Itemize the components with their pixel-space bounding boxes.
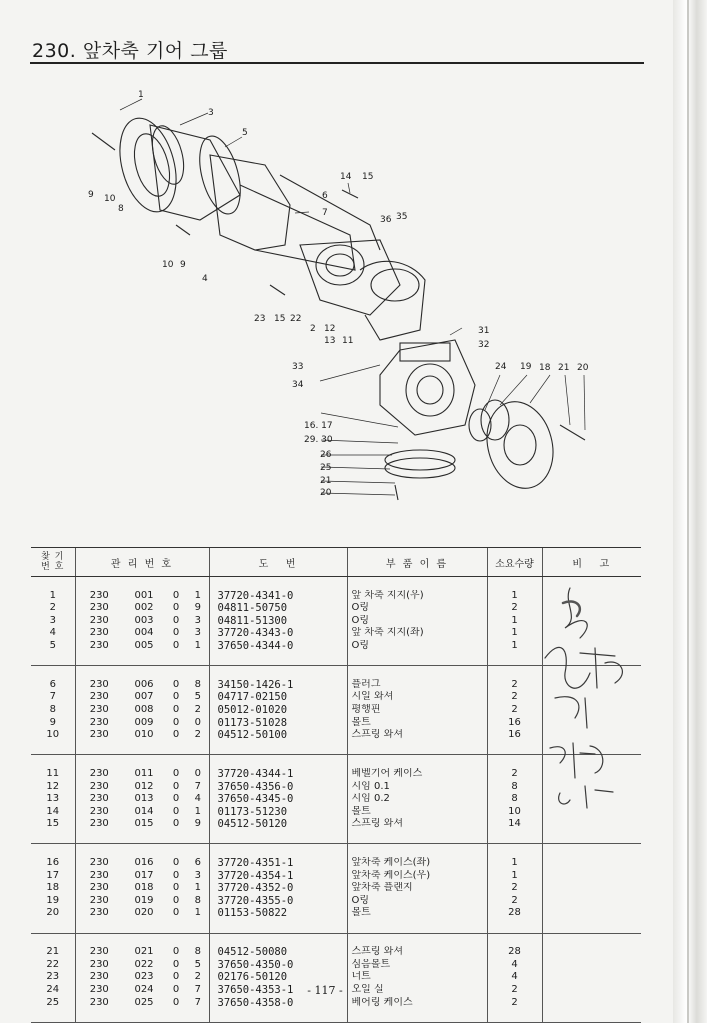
mgmt-group-cell: 230: [75, 818, 123, 831]
mgmt-check-cell: 2: [194, 729, 201, 741]
mgmt-rev-cell: 0: [172, 614, 180, 626]
mgmt-group-cell: 230: [75, 997, 123, 1010]
part-name-cell: 시임 0.1: [347, 781, 487, 794]
title-underline: [30, 62, 644, 64]
page-edge-shadow: [673, 0, 707, 1023]
callout-label: 19: [520, 362, 532, 372]
part-name-cell: 시임 0.2: [347, 793, 487, 806]
callout-label: 7: [322, 208, 328, 218]
callout-label: 21: [320, 476, 332, 486]
quantity-cell: 10: [487, 806, 542, 819]
remarks-cell: [542, 959, 641, 972]
mgmt-check-cell: 3: [194, 869, 201, 881]
callout-label: 6: [322, 191, 328, 201]
mgmt-group-cell: 230: [75, 806, 123, 819]
mgmt-seq-cell: 006: [134, 678, 154, 690]
header-part-name: 부 품 이 름: [347, 548, 487, 577]
mgmt-group-cell: 230: [75, 959, 123, 972]
callout-label: 9: [88, 190, 94, 200]
mgmt-seq-cell: 013: [134, 793, 154, 805]
mgmt-seq-cell: 017: [134, 869, 154, 881]
part-bevel-gear-case: [300, 240, 400, 315]
find-no-cell: 16: [46, 857, 60, 869]
callout-label: 10: [104, 194, 116, 204]
mgmt-check-cell: 0: [194, 716, 201, 728]
mgmt-check-cell: 7: [194, 996, 201, 1008]
drawing-no-cell: 04512-50120: [209, 818, 347, 831]
mgmt-rev-cell: 0: [172, 958, 180, 970]
remarks-cell: [542, 818, 641, 831]
mgmt-rev-cell: 0: [172, 691, 180, 703]
header-management-no: 관 리 번 호: [75, 548, 209, 577]
mgmt-seq-cell: 018: [134, 882, 154, 894]
callout-label: 23: [254, 314, 266, 324]
mgmt-rev-cell: 0: [172, 971, 180, 983]
mgmt-check-cell: 8: [194, 946, 201, 958]
drawing-no-cell: 37720-4351-1: [209, 857, 347, 870]
mgmt-check-cell: 6: [194, 857, 201, 869]
mgmt-group-cell: 230: [75, 615, 123, 628]
exploded-parts-diagram: [80, 85, 620, 515]
quantity-cell: 14: [487, 818, 542, 831]
group-divider: [31, 920, 641, 933]
part-name-cell: 플러그: [347, 679, 487, 692]
part-name-cell: 베어링 케이스: [347, 997, 487, 1010]
quantity-cell: 1: [487, 590, 542, 603]
part-oil-seal: [469, 409, 491, 441]
part-name-cell: O링: [347, 640, 487, 653]
quantity-cell: 28: [487, 946, 542, 959]
mgmt-check-cell: 5: [194, 691, 201, 703]
table-row: [31, 946, 641, 959]
part-name-cell: O링: [347, 895, 487, 908]
part-name-cell: 스프링 와셔: [347, 818, 487, 831]
mgmt-rev-cell: 0: [172, 729, 180, 741]
part-name-cell: 스프링 와셔: [347, 729, 487, 742]
part-name-cell: 앞차축 플랜지: [347, 882, 487, 895]
mgmt-seq-cell: 012: [134, 780, 154, 792]
find-no-cell: 18: [46, 882, 60, 894]
callout-label: 18: [539, 363, 551, 373]
quantity-cell: 4: [487, 971, 542, 984]
callout-label: 15: [362, 172, 374, 182]
part-name-cell: 베벨기어 케이스: [347, 768, 487, 781]
quantity-cell: 2: [487, 768, 542, 781]
table-header-row: [31, 548, 641, 577]
part-name-cell: 볼트: [347, 806, 487, 819]
find-no-cell: 20: [46, 907, 60, 919]
quantity-cell: 16: [487, 729, 542, 742]
callout-label: 21: [558, 363, 570, 373]
part-axle-support-flange: [110, 112, 185, 218]
drawing-no-cell: 04512-50080: [209, 946, 347, 959]
part-name-cell: 앞차축 케이스(좌): [347, 857, 487, 870]
drawing-no-cell: 37650-4345-0: [209, 793, 347, 806]
mgmt-check-cell: 0: [194, 767, 201, 779]
part-name-cell: 스프링 와셔: [347, 946, 487, 959]
mgmt-check-cell: 8: [194, 894, 201, 906]
find-no-cell: 7: [49, 691, 56, 703]
drawing-no-cell: 05012-01020: [209, 704, 347, 717]
mgmt-rev-cell: 0: [172, 894, 180, 906]
drawing-no-cell: 37650-4344-0: [209, 640, 347, 653]
mgmt-seq-cell: 022: [134, 958, 154, 970]
part-name-cell: 오일 실: [347, 984, 487, 997]
mgmt-seq-cell: 007: [134, 691, 154, 703]
table-row: [31, 997, 641, 1010]
drawing-no-cell: 37650-4350-0: [209, 959, 347, 972]
quantity-cell: 2: [487, 704, 542, 717]
table-row: [31, 882, 641, 895]
mgmt-rev-cell: 0: [172, 793, 180, 805]
header-find-no: 찾 기 번 호: [31, 548, 75, 577]
mgmt-rev-cell: 0: [172, 882, 180, 894]
drawing-no-cell: 04717-02150: [209, 691, 347, 704]
find-no-cell: 12: [46, 780, 60, 792]
mgmt-group-cell: 230: [75, 717, 123, 730]
mgmt-rev-cell: 0: [172, 869, 180, 881]
mgmt-rev-cell: 0: [172, 703, 180, 715]
group-spacer: [31, 844, 641, 857]
mgmt-seq-cell: 010: [134, 729, 154, 741]
part-bearing-case: [478, 394, 563, 496]
callout-label: 31: [478, 326, 490, 336]
quantity-cell: 2: [487, 602, 542, 615]
mgmt-rev-cell: 0: [172, 627, 180, 639]
table-row: [31, 818, 641, 831]
find-no-cell: 3: [49, 614, 56, 626]
quantity-cell: 1: [487, 870, 542, 883]
drawing-no-cell: 37720-4355-0: [209, 895, 347, 908]
group-divider: [31, 831, 641, 844]
mgmt-check-cell: 3: [194, 614, 201, 626]
mgmt-rev-cell: 0: [172, 716, 180, 728]
table-row: [31, 857, 641, 870]
find-no-cell: 14: [46, 805, 60, 817]
find-no-cell: 15: [46, 818, 60, 830]
part-name-cell: 앞 차축 지지(좌): [347, 627, 487, 640]
mgmt-check-cell: 1: [194, 639, 201, 651]
quantity-cell: 1: [487, 857, 542, 870]
handwritten-note-text: 기어 / 그룹: [605, 816, 610, 817]
find-no-cell: 17: [46, 869, 60, 881]
mgmt-check-cell: 2: [194, 703, 201, 715]
mgmt-group-cell: 230: [75, 627, 123, 640]
mgmt-check-cell: 1: [194, 805, 201, 817]
mgmt-seq-cell: 011: [134, 767, 154, 779]
quantity-cell: 1: [487, 627, 542, 640]
mgmt-check-cell: 1: [194, 589, 201, 601]
quantity-cell: 2: [487, 679, 542, 692]
mgmt-check-cell: 5: [194, 958, 201, 970]
callout-label: 32: [478, 340, 490, 350]
table-row: [31, 870, 641, 883]
quantity-cell: 1: [487, 615, 542, 628]
callout-label: 3: [208, 108, 214, 118]
mgmt-group-cell: 230: [75, 679, 123, 692]
quantity-cell: 2: [487, 997, 542, 1010]
drawing-no-cell: 01173-51230: [209, 806, 347, 819]
callout-label: 24: [495, 362, 507, 372]
find-no-cell: 25: [46, 996, 60, 1008]
mgmt-group-cell: 230: [75, 691, 123, 704]
header-drawing-no: 도 번: [209, 548, 347, 577]
mgmt-rev-cell: 0: [172, 857, 180, 869]
mgmt-check-cell: 9: [194, 602, 201, 614]
mgmt-group-cell: 230: [75, 857, 123, 870]
mgmt-check-cell: 8: [194, 678, 201, 690]
callout-label: 4: [202, 274, 208, 284]
part-axle-case: [380, 340, 475, 435]
mgmt-seq-cell: 024: [134, 984, 154, 995]
mgmt-rev-cell: 0: [172, 996, 180, 1008]
find-no-cell: 19: [46, 894, 60, 906]
drawing-no-cell: 37650-4353-1: [209, 984, 347, 997]
mgmt-seq-cell: 001: [134, 589, 154, 601]
find-no-cell: 5: [49, 639, 56, 651]
callout-label: 8: [118, 204, 124, 214]
drawing-no-cell: 37720-4341-0: [209, 590, 347, 603]
group-spacer: [31, 933, 641, 946]
callout-label: 5: [242, 128, 248, 138]
drawing-no-cell: 37720-4354-1: [209, 870, 347, 883]
mgmt-seq-cell: 009: [134, 716, 154, 728]
quantity-cell: 2: [487, 882, 542, 895]
handwritten-annotation: [535, 578, 645, 818]
remarks-cell: [542, 997, 641, 1010]
drawing-no-cell: 37650-4356-0: [209, 781, 347, 794]
mgmt-group-cell: 230: [75, 729, 123, 742]
table-row: [31, 907, 641, 920]
mgmt-seq-cell: 023: [134, 971, 154, 983]
quantity-cell: 8: [487, 781, 542, 794]
drawing-no-cell: 37720-4352-0: [209, 882, 347, 895]
part-name-cell: 심음볼트: [347, 959, 487, 972]
part-name-cell: O링: [347, 615, 487, 628]
find-no-cell: 9: [49, 716, 56, 728]
find-no-cell: 2: [49, 602, 56, 614]
quantity-cell: 2: [487, 895, 542, 908]
callout-label: 12: [324, 324, 336, 334]
quantity-cell: 28: [487, 907, 542, 920]
mgmt-group-cell: 230: [75, 946, 123, 959]
mgmt-seq-cell: 003: [134, 614, 154, 626]
callout-label: 13: [324, 336, 336, 346]
mgmt-rev-cell: 0: [172, 780, 180, 792]
mgmt-seq-cell: 005: [134, 639, 154, 651]
find-no-cell: 10: [46, 729, 60, 741]
remarks-cell: [542, 946, 641, 959]
callout-label: 25: [320, 463, 332, 473]
mgmt-check-cell: 1: [194, 907, 201, 919]
mgmt-seq-cell: 002: [134, 602, 154, 614]
mgmt-check-cell: 3: [194, 627, 201, 639]
table-row: [31, 971, 641, 984]
table-row: [31, 895, 641, 908]
mgmt-rev-cell: 0: [172, 818, 180, 830]
mgmt-group-cell: 230: [75, 781, 123, 794]
mgmt-group-cell: 230: [75, 768, 123, 781]
find-no-cell: 6: [49, 678, 56, 690]
callout-label: 36: [380, 215, 392, 225]
drawing-no-cell: 37650-4358-0: [209, 997, 347, 1010]
find-no-cell: 23: [46, 971, 60, 983]
part-name-cell: 너트: [347, 971, 487, 984]
mgmt-rev-cell: 0: [172, 639, 180, 651]
drawing-no-cell: 04811-51300: [209, 615, 347, 628]
header-quantity: 소요수량: [487, 548, 542, 577]
mgmt-rev-cell: 0: [172, 678, 180, 690]
callout-label: 33: [292, 362, 304, 372]
quantity-cell: 16: [487, 717, 542, 730]
callout-label: 10: [162, 260, 174, 270]
find-no-cell: 21: [46, 946, 60, 958]
mgmt-group-cell: 230: [75, 793, 123, 806]
mgmt-seq-cell: 020: [134, 907, 154, 919]
part-name-cell: 볼트: [347, 907, 487, 920]
remarks-cell: [542, 907, 641, 920]
mgmt-rev-cell: 0: [172, 589, 180, 601]
callout-label: 14: [340, 172, 352, 182]
part-name-cell: 볼트: [347, 717, 487, 730]
mgmt-check-cell: 9: [194, 818, 201, 830]
part-name-cell: 시일 와셔: [347, 691, 487, 704]
mgmt-seq-cell: 008: [134, 703, 154, 715]
callout-label: 29. 30: [304, 435, 333, 445]
mgmt-rev-cell: 0: [172, 767, 180, 779]
find-no-cell: 24: [46, 984, 60, 995]
callout-label: 34: [292, 380, 304, 390]
remarks-cell: [542, 857, 641, 870]
mgmt-group-cell: 230: [75, 870, 123, 883]
part-name-cell: 앞 차축 지지(우): [347, 590, 487, 603]
mgmt-check-cell: 7: [194, 984, 201, 995]
callout-label: 11: [342, 336, 354, 346]
part-name-cell: O링: [347, 602, 487, 615]
page-edge-line: [687, 0, 689, 1023]
mgmt-seq-cell: 019: [134, 894, 154, 906]
callout-label: 15: [274, 314, 286, 324]
callout-label: 9: [180, 260, 186, 270]
callout-label: 35: [396, 212, 408, 222]
mgmt-group-cell: 230: [75, 704, 123, 717]
drawing-no-cell: 34150-1426-1: [209, 679, 347, 692]
page-number: - 117 -: [307, 984, 343, 997]
mgmt-check-cell: 2: [194, 971, 201, 983]
mgmt-group-cell: 230: [75, 895, 123, 908]
quantity-cell: 2: [487, 691, 542, 704]
find-no-cell: 1: [49, 589, 56, 601]
mgmt-group-cell: 230: [75, 984, 123, 997]
part-name-cell: 앞차축 케이스(우): [347, 870, 487, 883]
drawing-no-cell: 04512-50100: [209, 729, 347, 742]
remarks-cell: [542, 870, 641, 883]
mgmt-seq-cell: 004: [134, 627, 154, 639]
callout-label: 1: [138, 90, 144, 100]
mgmt-rev-cell: 0: [172, 946, 180, 958]
callout-label: 26: [320, 450, 332, 460]
page-title: 230. 앞차축 기어 그룹: [32, 40, 228, 62]
mgmt-rev-cell: 0: [172, 805, 180, 817]
mgmt-seq-cell: 025: [134, 996, 154, 1008]
remarks-cell: [542, 882, 641, 895]
mgmt-group-cell: 230: [75, 971, 123, 984]
drawing-no-cell: 01173-51028: [209, 717, 347, 730]
part-flange-26: [385, 450, 455, 470]
drawing-no-cell: 04811-50750: [209, 602, 347, 615]
mgmt-seq-cell: 021: [134, 946, 154, 958]
mgmt-seq-cell: 016: [134, 857, 154, 869]
mgmt-seq-cell: 014: [134, 805, 154, 817]
find-no-cell: 22: [46, 958, 60, 970]
callout-label: 20: [577, 363, 589, 373]
mgmt-group-cell: 230: [75, 882, 123, 895]
callout-label: 22: [290, 314, 302, 324]
mgmt-seq-cell: 015: [134, 818, 154, 830]
quantity-cell: 4: [487, 959, 542, 972]
drawing-no-cell: 01153-50822: [209, 907, 347, 920]
mgmt-rev-cell: 0: [172, 984, 180, 995]
header-remarks: 비 고: [542, 548, 641, 577]
drawing-no-cell: 37720-4344-1: [209, 768, 347, 781]
mgmt-rev-cell: 0: [172, 907, 180, 919]
callout-label: 20: [320, 488, 332, 498]
remarks-cell: [542, 971, 641, 984]
find-no-cell: 13: [46, 793, 60, 805]
mgmt-group-cell: 230: [75, 602, 123, 615]
group-divider: [31, 1009, 641, 1022]
find-no-cell: 4: [49, 627, 56, 639]
part-name-cell: 평행핀: [347, 704, 487, 717]
callout-label: 16. 17: [304, 421, 333, 431]
find-no-cell: 11: [46, 767, 60, 779]
mgmt-check-cell: 7: [194, 780, 201, 792]
part-o-ring-19: [481, 400, 509, 440]
mgmt-group-cell: 230: [75, 590, 123, 603]
callout-label: 2: [310, 324, 316, 334]
mgmt-check-cell: 4: [194, 793, 201, 805]
mgmt-rev-cell: 0: [172, 602, 180, 614]
mgmt-group-cell: 230: [75, 640, 123, 653]
part-o-ring-5: [192, 132, 247, 219]
mgmt-group-cell: 230: [75, 907, 123, 920]
mgmt-check-cell: 1: [194, 882, 201, 894]
table-row: [31, 959, 641, 972]
quantity-cell: 2: [487, 984, 542, 997]
drawing-no-cell: 02176-50120: [209, 971, 347, 984]
quantity-cell: 1: [487, 640, 542, 653]
find-no-cell: 8: [49, 703, 56, 715]
remarks-cell: [542, 895, 641, 908]
quantity-cell: 8: [487, 793, 542, 806]
drawing-no-cell: 37720-4343-0: [209, 627, 347, 640]
